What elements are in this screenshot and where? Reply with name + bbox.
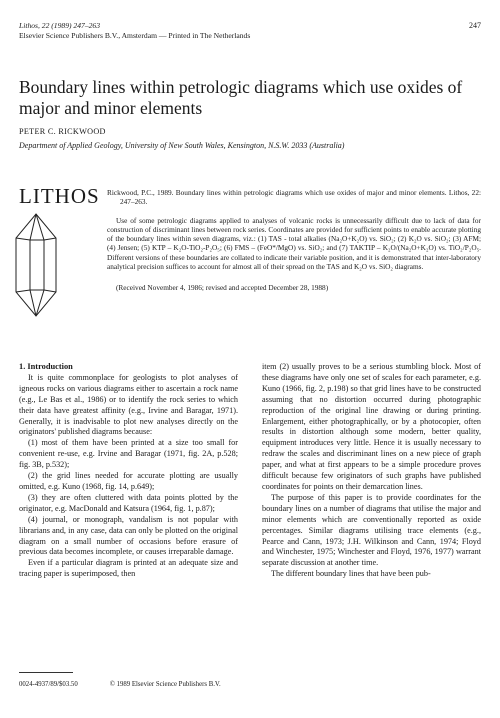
author-name: PETER C. RICKWOOD <box>19 127 106 136</box>
abstract-body: Use of some petrologic diagrams applied to analyses of volcanic rocks is unnecessarily difficult due to lack of data for construction of discriminant lines between rock series. Coordinates are provided for sufficient points to enable accurate plotting of the boundary lines within seven diagrams, viz.: (1) TAS - total alkalies (Na₂O+K₂O) vs. SiO₂; (2) K₂O vs. SiO₂; (3) AFM; (4) Jensen; (5) KTP – K₂O-TiO₂-P₂O₅; (6) FMS – (FeO*/MgO) vs. SiO₂; and (7) TAKTIP – K₂O/(Na₂O+K₂O) vs. TiO₂/P₂O₅. Different versions of these boundaries are collated to indicate their variable position, and it is demonstrated that inter-laboratory analytical precision suffices to account for almost all of their spread on the TAS and K₂O vs. SiO₂ diagrams. <box>107 215 481 272</box>
author-affiliation: Department of Applied Geology, University of New South Wales, Kensington, N.S.W. 2033 (Australia) <box>19 141 345 150</box>
paragraph: The purpose of this paper is to provide coordinates for the boundary lines on a number of diagrams that utilise the major and minor elements which are conventionally reported as oxide percentages. Similar diagrams utilising trace elements (e.g., Pearce and Cann, 1973; J.H. Wilkinson and Cann, 1974; Floyd and Winchester, 1975; Winchester and Floyd, 1976, 1977) warrant separate discussion at another time. <box>262 492 481 568</box>
section-heading: 1. Introduction <box>19 362 73 371</box>
paragraph: (3) they are often cluttered with data points plotted by the originator, e.g. MacDonald and Katsura (1964, fig. 1, p.87); <box>19 492 238 513</box>
issn-price: 0024-4937/89/$03.50 <box>19 681 78 688</box>
journal-logo <box>19 184 100 209</box>
paragraph: (1) most of them have been printed at a size too small for convenient re-use, e.g. Irvine and Baragar (1971, fig. 2A, p.528; fig. 3B, p.532); <box>19 438 238 470</box>
paragraph: Even if a particular diagram is printed at an adequate size and tracing paper is superimposed, then <box>19 558 238 579</box>
crystal-icon <box>8 210 64 320</box>
publisher-line: Elsevier Science Publishers B.V., Amsterdam — Printed in The Netherlands <box>19 31 251 40</box>
received-dates: (Received November 4, 1986; revised and accepted December 28, 1988) <box>116 283 329 293</box>
paragraph: The different boundary lines that have been pub- <box>271 569 431 579</box>
page-footer <box>19 681 221 688</box>
column-left <box>19 362 238 580</box>
paragraph: (2) the grid lines needed for accurate plotting are usually omitted, e.g. Kuno (1968, fig. 14, p.649); <box>19 471 238 491</box>
column-right <box>262 362 481 580</box>
paragraph: It is quite commonplace for geologists to plot analyses of igneous rocks on various diagrams either to ascertain a rock name (e.g., Le Bas et al., 1986) or to identify the rock series to which their data have greatest affinity (e.g., Irvine and Baragar, 1971). Generally, it is inadvisable to plot new analyses directly on the originators' published diagrams because: <box>19 372 238 437</box>
abstract-citation: Rickwood, P.C., 1989. Boundary lines within petrologic diagrams which use oxides of major and minor elements. Lithos, 22: 247–263. <box>107 188 481 207</box>
paragraph: (4) journal, or monograph, vandalism is not popular with librarians and, in any case, data can only be plotted on the original diagram on a small number of occasions before erasure of previous data becomes incomplete, or causes irreparable damage. <box>19 514 238 557</box>
logo-text: LITHOS <box>19 184 100 208</box>
article-title: Boundary lines within petrologic diagrams which use oxides of major and minor elements <box>19 77 463 118</box>
footer-divider <box>19 672 73 673</box>
paragraph: item (2) usually proves to be a serious stumbling block. Most of these diagrams have only one set of scales for each parameter, e.g. Kuno (1966, fig. 2, p.198) so that grid lines have to be constructed assuming that no distortion occurred during photographic reproduction of the original line drawing or during printing. Enlargement, either photographically, or by a photocopier, often results in distortion although some modern, better quality, equipment introduces very little. Hence it is usually necessary to redraw the scales and discriminant lines on a new piece of graph paper, and what at first appears to be a simple procedure proves difficult because few originators of such graphs have published coordinates for points on their demarcation lines. <box>262 362 481 491</box>
page-number: 247 <box>469 21 481 30</box>
copyright-notice: © 1989 Elsevier Science Publishers B.V. <box>109 681 221 688</box>
abstract <box>107 188 481 293</box>
page-header <box>19 21 481 41</box>
journal-citation: Lithos, 22 (1989) 247–263 <box>19 21 101 30</box>
